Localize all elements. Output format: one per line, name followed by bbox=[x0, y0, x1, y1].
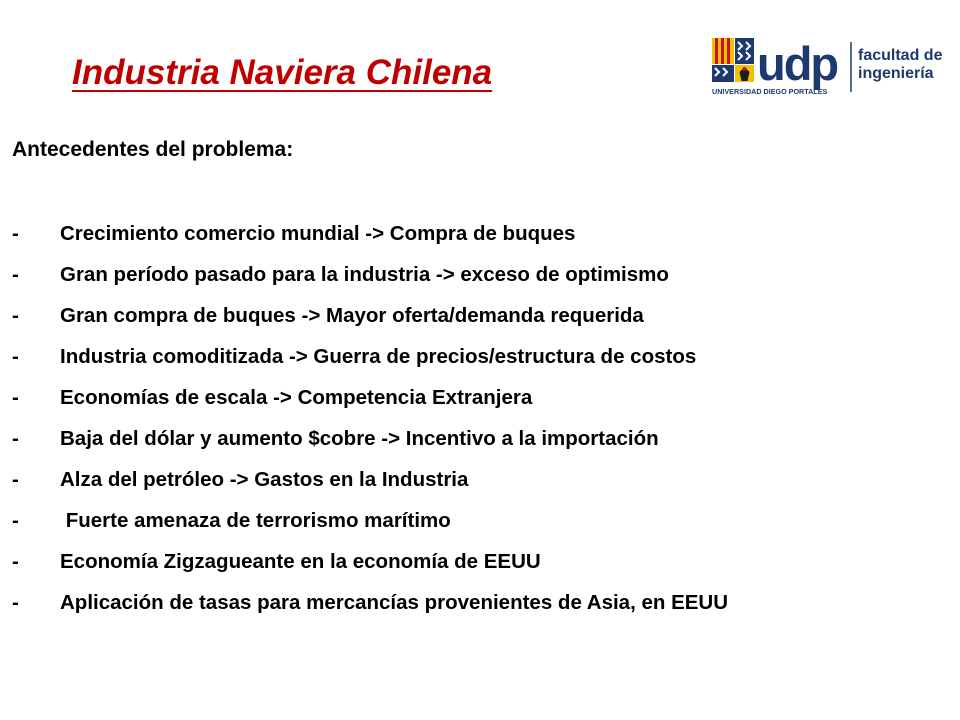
bullet-dash: - bbox=[12, 263, 19, 286]
list-item-text: Economía Zigzagueante en la economía de EEUU bbox=[60, 550, 541, 573]
list-item-text: Aplicación de tasas para mercancías provenientes de Asia, en EEUU bbox=[60, 591, 729, 614]
list-item-text: Gran compra de buques -> Mayor oferta/demanda requerida bbox=[60, 304, 644, 327]
logo-university-name: UNIVERSIDAD DIEGO PORTALES bbox=[712, 87, 828, 96]
bullet-dash: - bbox=[12, 427, 19, 450]
bullet-dash: - bbox=[12, 222, 19, 245]
list-item bbox=[12, 382, 728, 423]
logo-faculty-line1: facultad de bbox=[858, 47, 943, 64]
list-item-text: Fuerte amenaza de terrorismo marítimo bbox=[60, 509, 451, 532]
bullet-dash: - bbox=[12, 468, 19, 491]
list-item bbox=[12, 423, 728, 464]
bullet-dash: - bbox=[12, 304, 19, 327]
slide-title: Industria Naviera Chilena bbox=[72, 53, 493, 92]
shield-icon bbox=[712, 38, 754, 82]
bullet-dash: - bbox=[12, 509, 19, 532]
list-item-text: Alza del petróleo -> Gastos en la Industria bbox=[60, 468, 469, 491]
bullet-list bbox=[12, 218, 728, 628]
list-item bbox=[12, 259, 728, 300]
bullet-dash: - bbox=[12, 386, 19, 409]
list-item-text: Gran período pasado para la industria -> exceso de optimismo bbox=[60, 263, 669, 286]
list-item bbox=[12, 587, 728, 628]
list-item-text: Economías de escala -> Competencia Extranjera bbox=[60, 386, 533, 409]
list-item bbox=[12, 341, 728, 382]
udp-logo bbox=[710, 36, 950, 102]
bullet-dash: - bbox=[12, 345, 19, 368]
list-item-text: Baja del dólar y aumento $cobre -> Incentivo a la importación bbox=[60, 427, 659, 450]
logo-wordmark: udp bbox=[757, 37, 838, 90]
list-item bbox=[12, 218, 728, 259]
list-item-text: Industria comoditizada -> Guerra de precios/estructura de costos bbox=[60, 345, 697, 368]
list-item bbox=[12, 505, 728, 546]
list-item bbox=[12, 546, 728, 587]
bullet-dash: - bbox=[12, 591, 19, 614]
bullet-dash: - bbox=[12, 550, 19, 573]
list-item bbox=[12, 300, 728, 341]
logo-faculty-line2: ingeniería bbox=[858, 65, 934, 82]
list-item bbox=[12, 464, 728, 505]
list-item-text: Crecimiento comercio mundial -> Compra de buques bbox=[60, 222, 576, 245]
section-heading: Antecedentes del problema: bbox=[12, 138, 294, 161]
